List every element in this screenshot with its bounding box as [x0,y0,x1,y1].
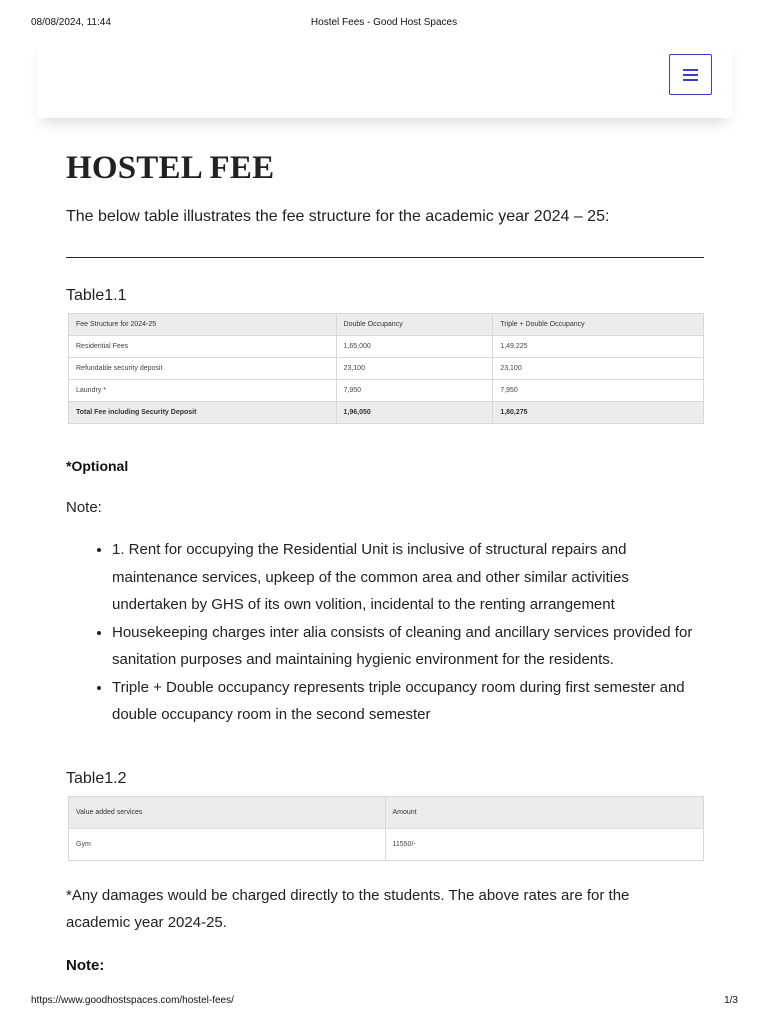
table-row [69,336,704,358]
table1-label: Table1.1 [66,287,127,304]
table-cell: Laundry * [69,380,337,402]
table2-label: Table1.2 [66,770,127,787]
table-cell: 1,65,000 [336,336,493,358]
table-header-row [69,314,704,336]
hamburger-icon-line [683,74,698,76]
table-header-cell: Amount [385,797,704,829]
table-cell: 23,100 [336,358,493,380]
page-title: HOSTEL FEE [66,150,275,186]
table-header-cell: Value added services [69,797,386,829]
print-page-number: 1/3 [724,995,738,1006]
list-item: • 1. Rent for occupying the Residential Unit is inclusive of structural repairs and maintenance services, upkeep of the common area and other similar activities undertaken by GHS of its own volition, incidental to the renting arrangement [112,536,704,619]
table-cell: 7,950 [493,380,704,402]
table-cell: Refundable security deposit [69,358,337,380]
table-row [69,358,704,380]
intro-text: The below table illustrates the fee structure for the academic year 2024 – 25: [66,208,610,225]
table-cell: Total Fee including Security Deposit [69,402,337,424]
table-row [69,829,704,861]
print-url: https://www.goodhostspaces.com/hostel-fees/ [31,995,234,1006]
divider [66,257,704,258]
list-item: • Housekeeping charges inter alia consists of cleaning and ancillary services provided for sanitation purposes and maintaining hygienic environment for the residents. [112,619,704,674]
table-header-cell: Double Occupancy [336,314,493,336]
table-cell: 7,950 [336,380,493,402]
table-cell: 1,96,050 [336,402,493,424]
print-header [0,17,768,31]
table-total-row [69,402,704,424]
note-label: Note: [66,499,102,516]
print-page-title: Hostel Fees - Good Host Spaces [310,17,458,28]
main-content [66,140,704,974]
table-cell: 11550/- [385,829,704,861]
table-cell: Residential Fees [69,336,337,358]
optional-label: *Optional [66,458,129,474]
menu-toggle-button[interactable] [669,54,712,95]
table-cell: 23,100 [493,358,704,380]
site-header [37,36,732,118]
list-item: • Triple + Double occupancy represents triple occupancy room during first semester and double occupancy room in the second semester [112,674,704,729]
table-row [69,380,704,402]
fee-structure-table [68,313,704,424]
table-cell: Gym [69,829,386,861]
value-added-services-table [68,796,704,861]
notes-list [66,536,704,729]
note-label-2: Note: [66,957,105,974]
hamburger-icon-line [683,69,698,71]
table-cell: 1,49,225 [493,336,704,358]
table-header-cell: Triple + Double Occupancy [493,314,704,336]
hamburger-icon-line [683,79,698,81]
damages-text: *Any damages would be charged directly to the students. The above rates are for the academic year 2024-25. [66,887,630,931]
table-header-cell: Fee Structure for 2024-25 [69,314,337,336]
table-header-row [69,797,704,829]
table-cell: 1,80,275 [493,402,704,424]
print-datetime: 08/08/2024, 11:44 [31,17,111,28]
